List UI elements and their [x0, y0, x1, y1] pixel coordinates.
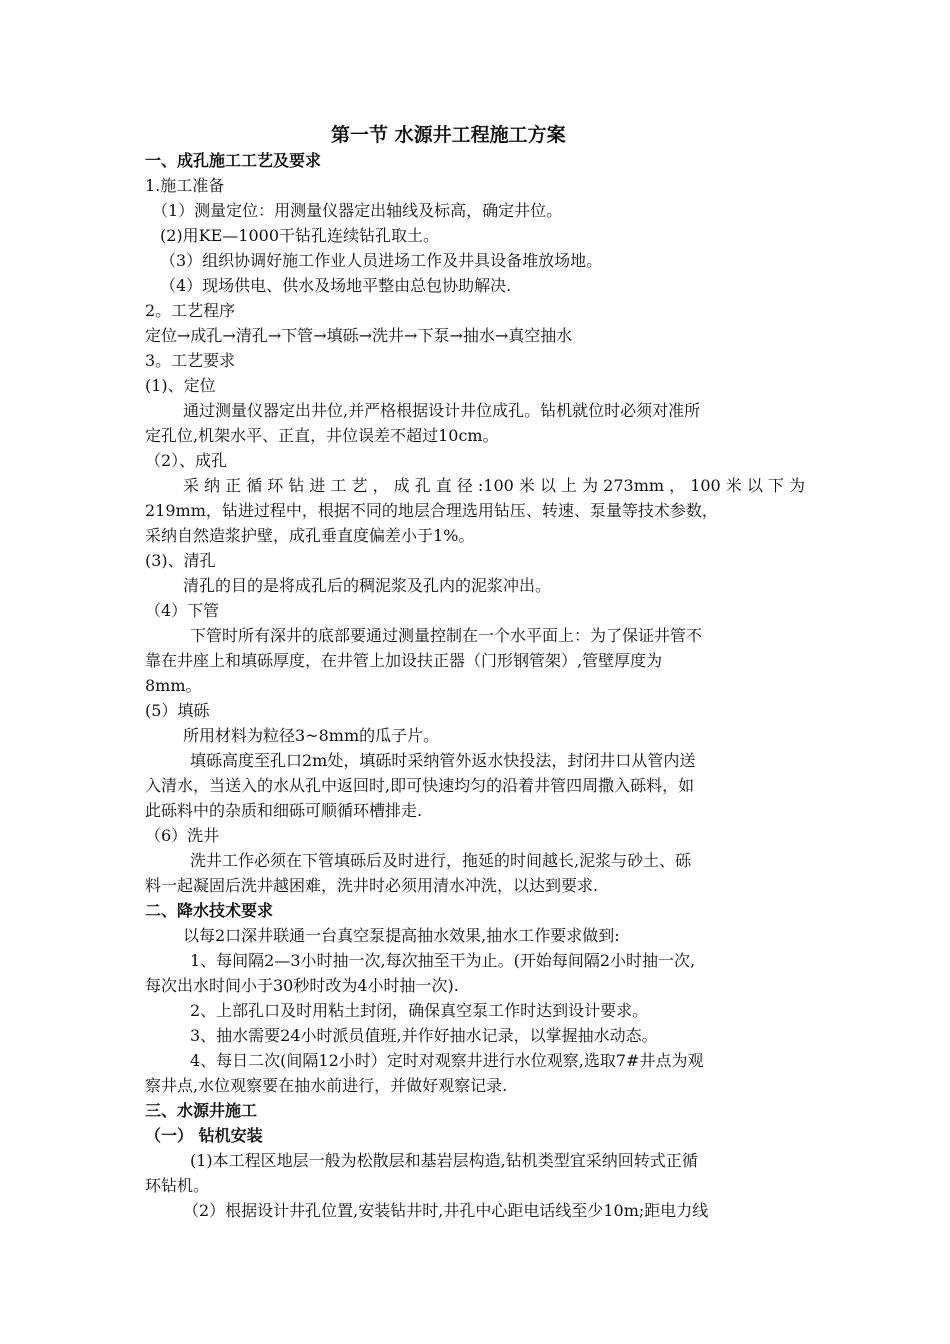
paragraph-line: 所用材料为粒径3~8mm的瓜子片。	[183, 726, 440, 745]
paragraph-line: 采纳正循环钻进工艺，成孔直径:100米以上为273mm，100米以下为	[183, 476, 805, 495]
subsection-heading: 1.施工准备	[145, 176, 225, 195]
paragraph-line: 清孔的目的是将成孔后的稠泥浆及孔内的泥浆冲出。	[183, 576, 552, 595]
paragraph-line: （2）根据设计井孔位置,安装钻井时,井孔中心距电话线至少10m;距电力线	[183, 1201, 709, 1220]
item-heading: （4）下管	[145, 601, 220, 620]
paragraph-line: 通过测量仪器定出井位,并严格根据设计井位成孔。钻机就位时必须对准所	[183, 401, 701, 420]
paragraph-line: (2)用KE—1000干钻孔连续钻孔取土。	[160, 226, 440, 245]
process-flow: 定位→成孔→清孔→下管→填砾→洗井→下泵→抽水→真空抽水	[145, 326, 573, 345]
paragraph-line: （3）组织协调好施工作业人员进场工作及井具设备堆放场地。	[160, 251, 603, 270]
paragraph-line: （4）现场供电、供水及场地平整由总包协助解决.	[160, 276, 512, 295]
subsection-heading: 2。工艺程序	[145, 301, 236, 320]
paragraph-line: 2、上部孔口及时用粘土封闭，确保真空泵工作时达到设计要求。	[190, 1001, 649, 1020]
subsection-heading: （一） 钻机安装	[145, 1126, 263, 1145]
paragraph-line: 8mm。	[145, 676, 202, 695]
paragraph-line: 1、每间隔2—3小时抽一次,每次抽至干为止。(开始每间隔2小时抽一次,	[190, 951, 696, 970]
paragraph-line: 219mm，钻进过程中，根据不同的地层合理选用钻压、转速、泵量等技术参数，	[145, 501, 718, 520]
paragraph-line: 定孔位,机架水平、正直，井位误差不超过10cm。	[145, 426, 499, 445]
item-heading: （2）、成孔	[145, 451, 228, 470]
item-heading: (1)、定位	[145, 376, 216, 395]
section-heading: 二、降水技术要求	[145, 901, 274, 920]
paragraph-line: 以每2口深井联通一台真空泵提高抽水效果,抽水工作要求做到:	[183, 926, 620, 945]
paragraph-line: 入清水，当送入的水从孔中返回时,即可快速均匀的沿着井管四周撒入砾料，如	[145, 776, 695, 795]
paragraph-line: 填砾高度至孔口2m处，填砾时采纳管外返水快投法，封闭井口从管内送	[190, 751, 696, 770]
paragraph-line: 采纳自然造浆护壁，成孔垂直度偏差小于1%。	[145, 526, 475, 545]
paragraph-line: 环钻机。	[145, 1176, 210, 1195]
paragraph-line: 靠在井座上和填砾厚度，在井管上加设扶正器（门形钢管架）,管壁厚度为	[145, 651, 663, 670]
section-heading: 一、成孔施工工艺及要求	[145, 151, 322, 170]
paragraph-line: 3、抽水需要24小时派员值班,并作好抽水记录，以掌握抽水动态。	[190, 1026, 658, 1045]
subsection-heading: 3。工艺要求	[145, 351, 236, 370]
paragraph-line: 此砾料中的杂质和细砾可顺循环槽排走.	[145, 801, 423, 820]
paragraph-line: 洗井工作必须在下管填砾后及时进行，拖延的时间越长,泥浆与砂土、砾	[190, 851, 692, 870]
paragraph-line: 下管时所有深井的底部要通过测量控制在一个水平面上：为了保证井管不	[190, 626, 703, 645]
item-heading: (3)、清孔	[145, 551, 216, 570]
paragraph-line: 每次出水时间小于30秒时改为4小时抽一次).	[145, 976, 459, 995]
section-heading: 三、水源井施工	[145, 1101, 258, 1120]
item-heading: (5）填砾	[145, 701, 210, 720]
document-title: 第一节 水源井工程施工方案	[331, 124, 566, 146]
paragraph-line: 察井点,水位观察要在抽水前进行，并做好观察记录.	[145, 1076, 508, 1095]
paragraph-line: (1)本工程区地层一般为松散层和基岩层构造,钻机类型宜采纳回转式正循	[190, 1151, 698, 1170]
item-heading: （6）洗井	[145, 826, 220, 845]
paragraph-line: （1）测量定位：用测量仪器定出轴线及标高，确定井位。	[152, 201, 563, 220]
paragraph-line: 料一起凝固后洗井越困难，洗井时必须用清水冲洗，以达到要求.	[145, 876, 599, 895]
paragraph-line: 4、每日二次(间隔12小时）定时对观察井进行水位观察,选取7#井点为观	[190, 1051, 704, 1070]
